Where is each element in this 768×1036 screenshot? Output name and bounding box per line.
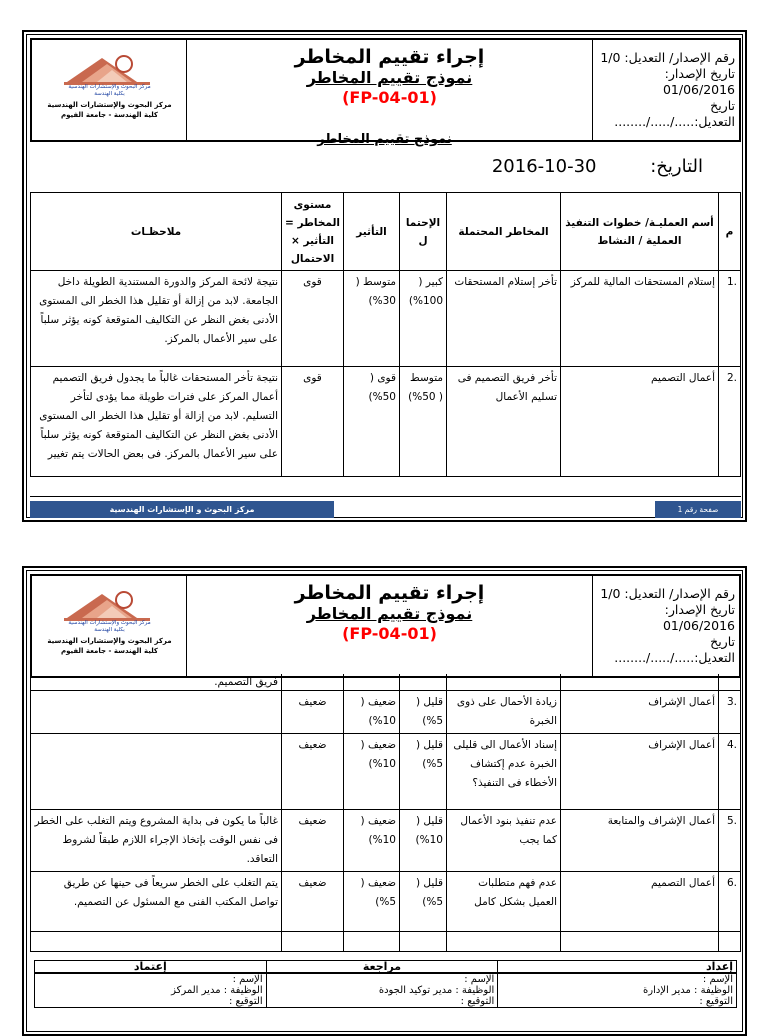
row-probability: قليل ( 5%) — [400, 734, 447, 810]
col-level: مستوى المخاطر = التأثير × الاحتمال — [282, 193, 344, 271]
row-process: إستلام المستحقات المالية للمركز — [561, 271, 719, 367]
row-notes: يتم التغلب على الخطر سريعاً فى حينها عن طريق تواصل المكتب الفنى مع المسئول عن التصميم. — [31, 872, 282, 932]
name-label: الإسم : — [702, 974, 733, 985]
issue-date: تاريخ الإصدار: 01/06/2016 — [662, 66, 735, 97]
document-page-1 — [22, 30, 747, 522]
table-row-continuation — [31, 674, 741, 691]
col-risk: المخاطر المحتملة — [447, 193, 561, 271]
row-risk: زيادة الأحمال على ذوى الخبرة — [447, 691, 561, 734]
row-impact: ضعيف ( 10%) — [344, 691, 400, 734]
reviewed-by-heading: مراجعة — [266, 961, 498, 974]
col-process: أسم العمليـة/ خطوات التنفيذ العملية / النشاط — [561, 193, 719, 271]
row-probability: قليل ( 5%) — [400, 872, 447, 932]
signature-label: التوقيع : — [699, 996, 733, 1007]
row-risk: عدم تنفيذ بنود الأعمال كما يجب — [447, 810, 561, 872]
modification-date: تاريخ التعديل:...../...../........ — [614, 634, 735, 665]
row-probability: قليل ( 10%) — [400, 810, 447, 872]
job-label: الوظيفة : مدير الإدارة — [643, 985, 733, 996]
risk-table-continued — [30, 674, 741, 952]
procedure-title: إجراء تقييم المخاطر — [294, 582, 485, 604]
row-process: أعمال التصميم — [561, 872, 719, 932]
form-subtitle: نموذج تقييم المخاطر — [306, 604, 473, 623]
table-header-row — [31, 193, 741, 271]
signature-label: التوقيع : — [460, 996, 495, 1007]
header-title-block — [187, 576, 593, 676]
table-row — [31, 691, 741, 734]
row-notes — [31, 734, 282, 810]
row-no: 2. — [719, 367, 741, 477]
job-label: الوظيفة : مدير توكيد الجودة — [378, 985, 495, 996]
form-code: (FP-04-01) — [342, 88, 437, 107]
col-no: م — [719, 193, 741, 271]
prepared-by-block — [498, 973, 737, 1008]
row-no: 4. — [719, 734, 741, 810]
form-title: نموذج تقييم المخاطر — [317, 132, 452, 147]
row-notes: غالباً ما يكون فى بداية المشروع ويتم التغلب على الخطر فى نفس الوقت بإتخاذ الإجراء اللازم طبقاً لشروط التعاقد. — [31, 810, 282, 872]
institution-name: مركز البحوث والإستشارات الهندسية كلية الهندسة - جامعة الفيوم — [47, 637, 172, 655]
row-process: أعمال الإشراف — [561, 691, 719, 734]
issue-number: رقم الإصدار/ التعديل: 1/0 — [600, 586, 735, 601]
table-row — [31, 367, 741, 477]
row-level: قوى — [282, 367, 344, 477]
name-label: الإسم : — [464, 974, 495, 985]
row-process: أعمال الإشراف — [561, 734, 719, 810]
col-notes: ملاحظـات — [31, 193, 282, 271]
table-row-empty — [31, 932, 741, 952]
issue-date: تاريخ الإصدار: 01/06/2016 — [662, 602, 735, 633]
row-risk: تأخر إستلام المستحقات — [447, 271, 561, 367]
table-row — [31, 271, 741, 367]
row-level: ضعيف — [282, 810, 344, 872]
row-impact: ضعيف ( 10%) — [344, 734, 400, 810]
row-no: 3. — [719, 691, 741, 734]
row-process: أعمال الإشراف والمتابعة — [561, 810, 719, 872]
page-footer — [30, 496, 741, 519]
row-process: أعمال التصميم — [561, 367, 719, 477]
form-code: (FP-04-01) — [342, 624, 437, 643]
modification-date: تاريخ التعديل:...../...../........ — [614, 98, 735, 129]
table-row — [31, 810, 741, 872]
row-impact: متوسط ( 30%) — [344, 271, 400, 367]
page-header — [30, 38, 741, 142]
row-risk: إسناد الأعمال الى قليلى الخبرة عدم إكتشاف الأخطاء فى التنفيذ؟ — [447, 734, 561, 810]
date-row — [492, 156, 703, 177]
logo-text: مركز البحوث والإستشارات الهندسية بكلية الهندسة — [68, 84, 151, 97]
job-label: الوظيفة : مدير المركز — [171, 985, 263, 996]
page-gap — [0, 522, 768, 566]
row-no: 6. — [719, 872, 741, 932]
row-risk: تأخر فريق التصميم فى تسليم الأعمال — [447, 367, 561, 477]
row-level: ضعيف — [282, 691, 344, 734]
approval-table — [34, 960, 737, 1008]
center-logo-icon — [62, 584, 152, 622]
row-probability: قليل ( 5%) — [400, 691, 447, 734]
row-impact: قوى ( 50%) — [344, 367, 400, 477]
signature-label: التوقيع : — [228, 996, 263, 1007]
row-level: ضعيف — [282, 734, 344, 810]
row-level: قوى — [282, 271, 344, 367]
issue-info — [593, 576, 739, 676]
approved-by-block — [35, 973, 267, 1008]
risk-table — [30, 192, 741, 477]
document-page-2 — [22, 566, 747, 1036]
procedure-title: إجراء تقييم المخاطر — [294, 46, 485, 68]
issue-number: رقم الإصدار/ التعديل: 1/0 — [600, 50, 735, 65]
date-label: التاريخ: — [650, 156, 703, 177]
header-title-block — [187, 40, 593, 140]
table-row — [31, 872, 741, 932]
row-probability: متوسط ( 50%) — [400, 367, 447, 477]
row-notes-continued: فريق التصميم. — [31, 674, 282, 691]
issue-info — [593, 40, 739, 140]
footer-center-name: مركز البحوث و الإستشارات الهندسية — [30, 501, 334, 518]
row-notes: نتيجة تأخر المستحقات غالباً ما يجدول فريق التصميم أعمال المركز على فترات طويلة مما يؤدى لتأخر التسليم. لابد من إزالة أو تقليل هذا الخطر الى المستوى الأدنى بغض النظر عن التكاليف المتوقعة كونه يؤثر سلباً على سير الأعمال بالمركز. فى بعض الحالات يتم تغيير — [31, 367, 282, 477]
reviewed-by-block — [266, 973, 498, 1008]
row-probability: كبير ( 100%) — [400, 271, 447, 367]
logo-text: مركز البحوث والإستشارات الهندسية بكلية الهندسة — [68, 620, 151, 633]
row-impact: ضعيف ( 10%) — [344, 810, 400, 872]
row-notes: نتيجة لائحة المركز والدورة المستندية الطويلة داخل الجامعة. لابد من إزالة أو تقليل هذا الخطر الى المستوى الأدنى بغض النظر عن التكاليف المتوقعة كونه يؤثر سلباً على سير الأعمال بالمركز. — [31, 271, 282, 367]
row-risk: عدم فهم متطلبات العميل بشكل كامل — [447, 872, 561, 932]
institution-name: مركز البحوث والإستشارات الهندسية كلية الهندسة - جامعة الفيوم — [47, 101, 172, 119]
table-row — [31, 734, 741, 810]
center-logo-icon — [62, 48, 152, 86]
row-level: ضعيف — [282, 872, 344, 932]
row-no: 1. — [719, 271, 741, 367]
logo-cell — [32, 576, 187, 676]
approved-by-heading: إعتماد — [35, 961, 267, 974]
row-notes — [31, 691, 282, 734]
page-header — [30, 574, 741, 678]
col-impact: التأثير — [344, 193, 400, 271]
row-impact: ضعيف ( 5%) — [344, 872, 400, 932]
prepared-by-heading: إعداد — [498, 961, 737, 974]
logo-cell — [32, 40, 187, 140]
col-probability: الإحتما ل — [400, 193, 447, 271]
name-label: الإسم : — [232, 974, 263, 985]
row-no: 5. — [719, 810, 741, 872]
form-subtitle: نموذج تقييم المخاطر — [306, 68, 473, 87]
date-value: 2016-10-30 — [491, 156, 597, 177]
page-number: صفحة رقم 1 — [655, 501, 741, 518]
